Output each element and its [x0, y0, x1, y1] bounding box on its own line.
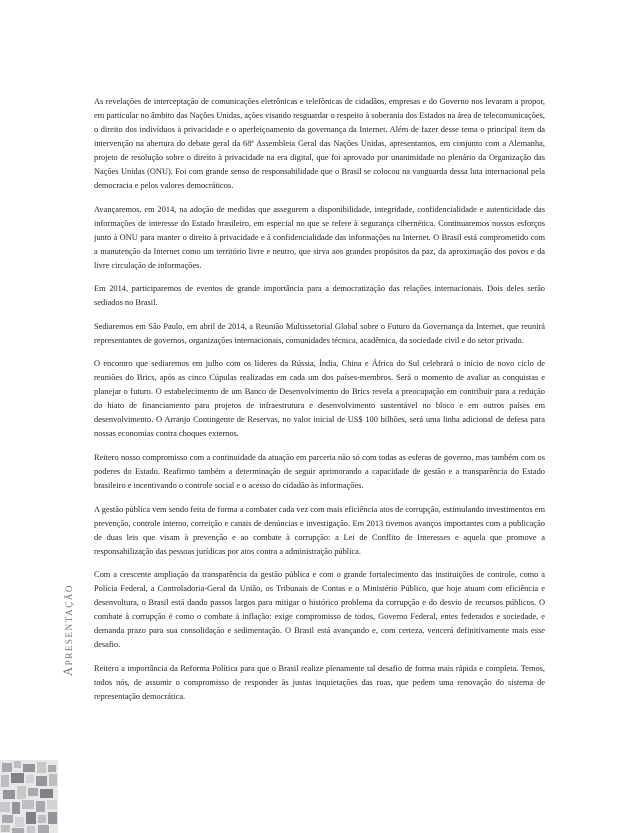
paragraph: A gestão pública vem sendo feita de forma a combater cada vez com mais eficiência atos de corrupção, estimulando investimentos em prevenção, controle interno, correição e canais de denúncias e investigação. Em 2013 tivemos avanços importantes com a publicação de duas leis que visam à prevenção e ao combate à corrupção: a Lei de Conflito de Interesses e aquela que promove a responsabilização das pessoas jurídicas por atos contra a administração pública. — [94, 504, 545, 556]
side-tab — [0, 0, 75, 833]
decorative-mosaic — [0, 760, 58, 833]
paragraph: Com a crescente ampliação da transparência da gestão pública e com o grande fortalecimento das instituições de controle, como a Polícia Federal, a Controladoria-Geral da União, os Tribunais de Contas e o Ministério Público, que hoje atuam com eficiência e desenvoltura, o Brasil está dando passos largos para mitigar o histórico problema da corrupção e do desvio de recursos públicos. O combate à corrupção é como o combate à inflação: exige compromisso de todos, Governo Federal, entes federados e sociedade, e demanda prazo para sua consolidação e sedimentação. O Brasil está avançando e, com certeza, vencerá definitivamente mais esse desafio. — [94, 570, 545, 650]
section-label: Apresentação — [61, 583, 75, 676]
body-text — [94, 95, 545, 713]
paragraph: O encontro que sediaremos em julho com os líderes da Rússia, Índia, China e África do Sul celebrará o início de novo ciclo de reuniões do Brics, após as cinco Cúpulas realizadas em cada um dos países-membros. Será o momento de avaliar as conquistas e planejar o futuro. O estabelecimento de um Banco de Desenvolvimento do Brics revela a preocupação em contribuir para a redução do hiato de financiamento para projetos de infraestrutura e desenvolvimento sustentável no bloco e em outros países em desenvolvimento. O Arranjo Contingente de Reservas, no valor inicial de US$ 100 bilhões, será uma linha adicional de defesa para nossas economias contra choques externos. — [94, 359, 545, 439]
paragraph: Sediaremos em São Paulo, em abril de 2014, a Reunião Multissetorial Global sobre o Futuro da Governança da Internet, que reunirá representantes de governos, organizações internacionais, comunidades técnica, acadêmica, da sociedade civil e do setor privado. — [94, 321, 545, 345]
paragraph: As revelações de interceptação de comunicações eletrônicas e telefônicas de cidadãos, empresas e do Governo nos levaram a propor, em particular no âmbito das Nações Unidas, ações visando resguardar o respeito à soberania dos Estados na área de telecomunicações, o direito dos indivíduos à privacidade e o aperfeiçoamento da governança da Internet. Além de fazer desse tema o principal item da intervenção na abertura do debate geral da 68ª Assembleia Geral das Nações Unidas, apresentamos, em conjunto com a Alemanha, projeto de resolução sobre o direito à privacidade na era digital, que foi aprovado por unanimidade no plenário da Organização das Nações Unidas (ONU). Foi com grande senso de responsabilidade que o Brasil se colocou na vanguarda dessa luta internacional pela democracia e pelos valores democráticos. — [94, 97, 545, 190]
paragraph: Reitero nosso compromisso com a continuidade da atuação em parceria não só com todas as esferas de governo, mas também com os poderes do Estado. Reafirmo também a determinação de seguir aprimorando a capacidade de gestão e a transparência do Estado brasileiro e incentivando o controle social e o acesso do cidadão às informações. — [94, 452, 545, 490]
paragraph: Reitero a importância da Reforma Política para que o Brasil realize plenamente tal desafio de forma mais rápida e completa. Temos, todos nós, de assumir o compromisso de responder às justas inquietações das ruas, que pedem uma renovação do sistema de representação democrática. — [94, 663, 545, 701]
paragraph: Avançaremos, em 2014, na adoção de medidas que assegurem a disponibilidade, integridade, confidencialidade e autenticidade das informações de interesse do Estado brasileiro, em especial no que se refere à segurança cibernética. Continuaremos nossos esforços junto à ONU para manter o direito à privacidade e à confidencialidade das informações na Internet. O Brasil está comprometido com a manutenção da Internet como um território livre e neutro, que sirva aos grandes propósitos da paz, da aproximação dos povos e da livre circulação de informações. — [94, 204, 545, 270]
paragraph: Em 2014, participaremos de eventos de grande importância para a democratização das relações internacionais. Dois deles serão sediados no Brasil. — [94, 284, 545, 308]
